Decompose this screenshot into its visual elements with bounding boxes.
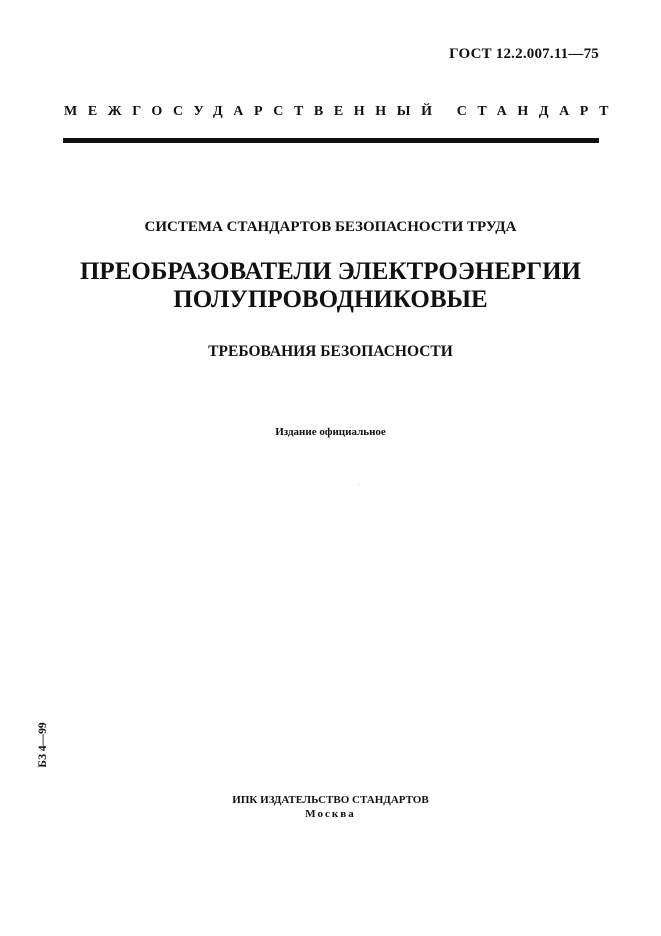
main-title-line-2: ПОЛУПРОВОДНИКОВЫЕ xyxy=(173,286,488,313)
publisher: ИПК ИЗДАТЕЛЬСТВО СТАНДАРТОВ xyxy=(232,794,429,806)
header-rule xyxy=(63,138,599,143)
edition-note: Издание официальное xyxy=(275,426,386,438)
standard-number: ГОСТ 12.2.007.11—75 xyxy=(449,46,599,62)
publisher-city: Москва xyxy=(305,808,356,820)
scan-speck xyxy=(358,484,359,485)
series-title: СИСТЕМА СТАНДАРТОВ БЕЗОПАСНОСТИ ТРУДА xyxy=(144,219,517,235)
subtitle xyxy=(0,343,661,361)
standard-category: МЕЖГОСУДАРСТВЕННЫЙ СТАНДАРТ xyxy=(64,104,620,119)
main-title-line-1: ПРЕОБРАЗОВАТЕЛИ ЭЛЕКТРОЭНЕРГИИ xyxy=(79,258,581,285)
side-catalog-code: БЗ 4—99 xyxy=(37,722,49,768)
subtitle-text: ТРЕБОВАНИЯ БЕЗОПАСНОСТИ xyxy=(208,343,453,360)
main-title xyxy=(0,258,661,314)
